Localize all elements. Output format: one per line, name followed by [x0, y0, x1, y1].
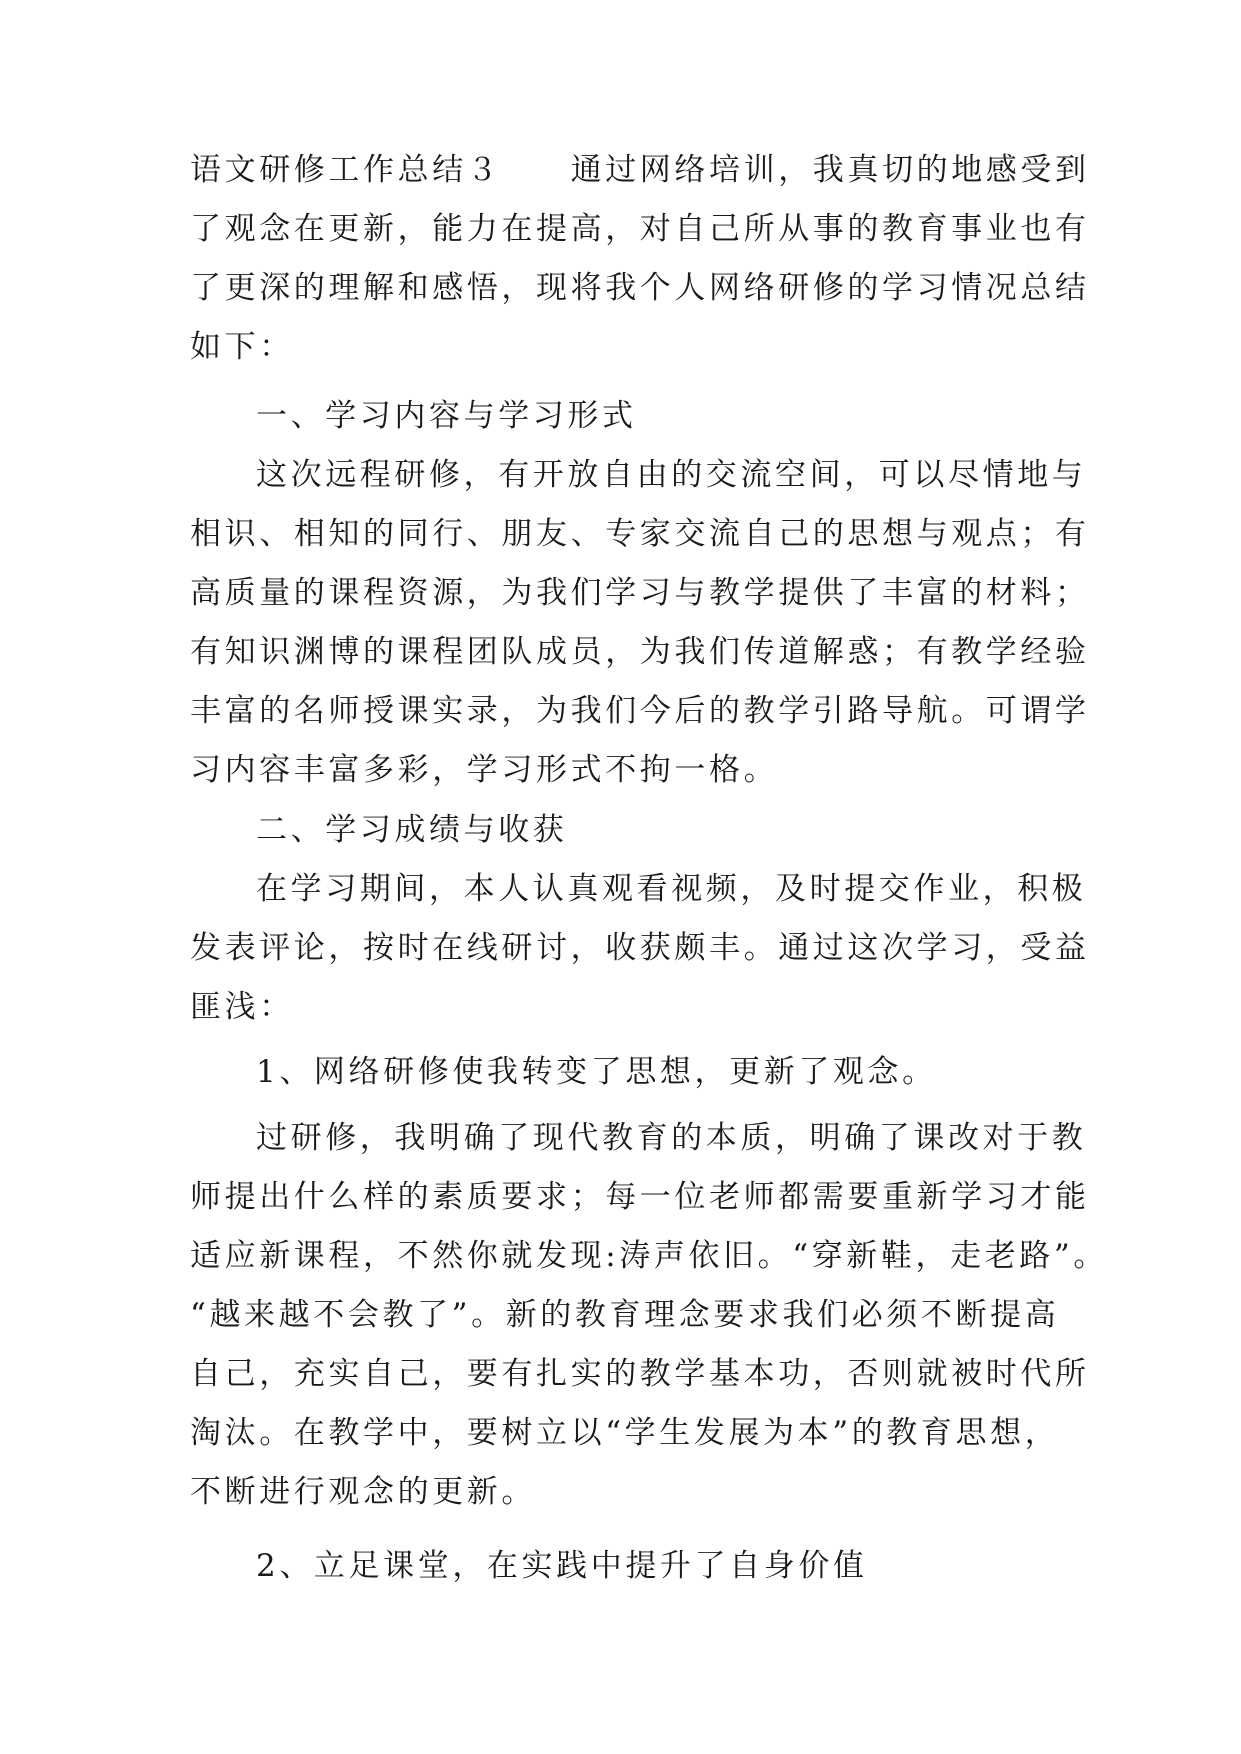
subsection-heading: 1、网络研修使我转变了思想，更新了观念。 [256, 1054, 937, 1090]
text-line: 适应新课程，不然你就发现:涛声依旧。“穿新鞋，走老路”。 [190, 1238, 1108, 1274]
text-line: 淘汰。在教学中，要树立以“学生发展为本”的教育思想， [190, 1415, 1060, 1451]
text-line: 自己，充实自己，要有扎实的教学基本功，否则就被时代所 [190, 1356, 1090, 1392]
subsection-heading: 2、立足课堂，在实践中提升了自身价值 [256, 1548, 868, 1584]
text-line: 了更深的理解和感悟，现将我个人网络研修的学习情况总结 [190, 270, 1090, 306]
text-line: 习内容丰富多彩，学习形式不拘一格。 [190, 752, 779, 788]
text-line: 语文研修工作总结３ 通过网络培训，我真切的地感受到 [190, 152, 1090, 188]
text-line: 相识、相知的同行、朋友、专家交流自己的思想与观点；有 [190, 516, 1090, 552]
text-line: 过研修，我明确了现代教育的本质，明确了课改对于教 [256, 1120, 1087, 1156]
section-heading: 一、学习内容与学习形式 [256, 398, 637, 434]
text-line: 在学习期间，本人认真观看视频，及时提交作业，积极 [256, 871, 1087, 907]
text-line: 如下： [190, 329, 294, 365]
text-line: 高质量的课程资源，为我们学习与教学提供了丰富的材料； [190, 575, 1090, 611]
text-line: 不断进行观念的更新。 [190, 1474, 536, 1510]
section-heading: 二、学习成绩与收获 [256, 812, 568, 848]
text-line: 这次远程研修，有开放自由的交流空间，可以尽情地与 [256, 457, 1087, 493]
text-line: 匪浅： [190, 989, 294, 1025]
text-line: “越来越不会教了”。新的教育理念要求我们必须不断提高 [190, 1297, 1060, 1333]
text-line: 了观念在更新，能力在提高，对自己所从事的教育事业也有 [190, 211, 1090, 247]
text-line: 丰富的名师授课实录，为我们今后的教学引路导航。可谓学 [190, 693, 1090, 729]
text-line: 有知识渊博的课程团队成员，为我们传道解惑；有教学经验 [190, 634, 1090, 670]
text-line: 发表评论，按时在线研讨，收获颇丰。通过这次学习，受益 [190, 930, 1090, 966]
text-line: 师提出什么样的素质要求；每一位老师都需要重新学习才能 [190, 1179, 1090, 1215]
